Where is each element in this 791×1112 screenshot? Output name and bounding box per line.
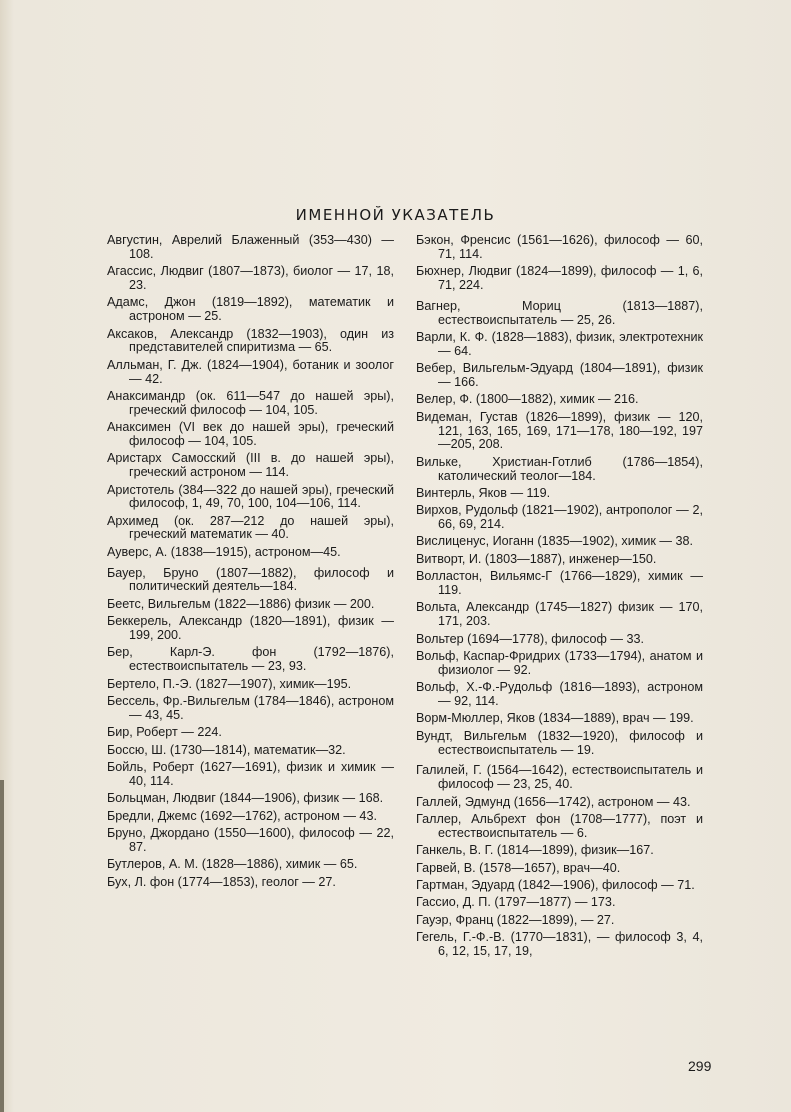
index-entry: Алльман, Г. Дж. (1824—1904), ботаник и зоолог — 42. xyxy=(107,357,394,386)
index-entry: Бух, Л. фон (1774—1853), геолог — 27. xyxy=(107,874,336,889)
index-entry: Агассис, Людвиг (1807—1873), биолог — 17, 18, 23. xyxy=(107,264,394,292)
index-entry: Вагнер, Мориц (1813—1887), естествоиспытатель — 25, 26. xyxy=(416,298,703,327)
index-entry: Августин, Аврелий Блаженный (353—430) — 108. xyxy=(107,233,394,261)
index-entry: Аксаков, Александр (1832—1903), один из представителей спиритизма — 65. xyxy=(107,326,394,355)
index-entry: Гассио, Д. П. (1797—1877) — 173. xyxy=(416,895,616,910)
index-entry: Вольта, Александр (1745—1827) физик — 170, 171, 203. xyxy=(416,600,703,629)
index-entry: Гегель, Г.-Ф.-В. (1770—1831), — философ 3, 4, 6, 12, 15, 17, 19, xyxy=(416,930,703,958)
index-entry: Витворт, И. (1803—1887), инженер—150. xyxy=(416,551,657,566)
index-entry: Больцман, Людвиг (1844—1906), физик — 168. xyxy=(107,791,384,806)
index-entry: Гарвей, В. (1578—1657), врач—40. xyxy=(416,860,621,875)
index-entry: Галлер, Альбрехт фон (1708—1777), поэт и естествоиспытатель — 6. xyxy=(416,811,703,840)
index-entry: Вильке, Христиан-Готлиб (1786—1854), католический теолог—184. xyxy=(416,454,703,483)
index-entry: Боссю, Ш. (1730—1814), математик—32. xyxy=(107,742,346,757)
index-entry: Аристарх Самосский (III в. до нашей эры), греческий астроном — 114. xyxy=(107,451,394,480)
index-entry: Анаксимен (VI век до нашей эры), греческий философ — 104, 105. xyxy=(107,420,394,448)
index-entry: Вирхов, Рудольф (1821—1902), антрополог — 2, 66, 69, 214. xyxy=(416,503,703,532)
index-entry: Вислиценус, Иоганн (1835—1902), химик — 38. xyxy=(416,534,694,549)
index-entry: Вольф, Х.-Ф.-Рудольф (1816—1893), астроном — 92, 114. xyxy=(416,680,703,709)
index-entry: Вебер, Вильгельм-Эдуард (1804—1891), физик — 166. xyxy=(416,361,703,389)
index-entry: Адамс, Джон (1819—1892), математик и астроном — 25. xyxy=(107,295,394,324)
index-entry: Ворм-Мюллер, Яков (1834—1889), врач — 199. xyxy=(416,711,694,726)
index-entry: Видеман, Густав (1826—1899), физик — 120, 121, 163, 165, 169, 171—178, 180—192, 197—205, 208. xyxy=(416,409,703,452)
page-edge xyxy=(0,780,4,1112)
index-entry: Бир, Роберт — 224. xyxy=(107,725,222,740)
index-entry: Беккерель, Александр (1820—1891), физик — 199, 200. xyxy=(107,614,394,643)
index-entry: Бертело, П.-Э. (1827—1907), химик—195. xyxy=(107,676,352,691)
index-entry: Бруно, Джордано (1550—1600), философ — 22, 87. xyxy=(107,825,394,854)
index-entry: Бессель, Фр.-Вильгельм (1784—1846), астроном — 43, 45. xyxy=(107,694,394,722)
index-entry: Винтерль, Яков — 119. xyxy=(416,485,551,500)
index-entry: Варли, К. Ф. (1828—1883), физик, электротехник — 64. xyxy=(416,329,703,358)
index-entry: Гартман, Эдуард (1842—1906), философ — 71. xyxy=(416,877,695,892)
index-entry: Гауэр, Франц (1822—1899), — 27. xyxy=(416,912,615,927)
index-entry: Бауер, Бруно (1807—1882), философ и политический деятель—184. xyxy=(107,565,394,594)
index-entry: Велер, Ф. (1800—1882), химик — 216. xyxy=(416,392,639,407)
index-entry: Галилей, Г. (1564—1642), естествоиспытатель и философ — 23, 25, 40. xyxy=(416,763,703,792)
index-entry: Вольф, Каспар-Фридрих (1733—1794), анатом и физиолог — 92. xyxy=(416,649,703,677)
index-entry: Бэкон, Френсис (1561—1626), философ — 60, 71, 114. xyxy=(416,233,703,261)
index-entry: Вольтер (1694—1778), философ — 33. xyxy=(416,631,644,646)
index-entry: Бойль, Роберт (1627—1691), физик и химик — 40, 114. xyxy=(107,759,394,788)
page-number: 299 xyxy=(688,1058,712,1074)
index-entry: Беетс, Вильгельм (1822—1886) физик — 200. xyxy=(107,596,375,611)
index-entry: Ауверс, А. (1838—1915), астроном—45. xyxy=(107,544,341,559)
index-entry: Архимед (ок. 287—212 до нашей эры), греческий математик — 40. xyxy=(107,513,394,542)
right-column xyxy=(416,234,703,962)
index-entry: Анаксимандр (ок. 611—547 до нашей эры), греческий философ — 104, 105. xyxy=(107,388,394,417)
index-entry: Вундт, Вильгельм (1832—1920), философ и естествоиспытатель — 19. xyxy=(416,728,703,757)
index-entry: Ганкель, В. Г. (1814—1899), физик—167. xyxy=(416,843,654,858)
index-entry: Бюхнер, Людвиг (1824—1899), философ — 1, 6, 71, 224. xyxy=(416,264,703,292)
index-entry: Аристотель (384—322 до нашей эры), греческий философ, 1, 49, 70, 100, 104—106, 114. xyxy=(107,482,394,511)
index-entry: Бутлеров, А. М. (1828—1886), химик — 65. xyxy=(107,857,358,872)
index-entry: Бер, Карл-Э. фон (1792—1876), естествоиспытатель — 23, 93. xyxy=(107,645,394,674)
index-entry: Бредли, Джемс (1692—1762), астроном — 43. xyxy=(107,808,377,823)
index-entry: Волластон, Вильямс-Г (1766—1829), химик — 119. xyxy=(416,569,703,598)
left-column xyxy=(107,234,394,893)
index-title: ИМЕННОЙ УКАЗАТЕЛЬ xyxy=(295,206,496,224)
index-entry: Галлей, Эдмунд (1656—1742), астроном — 43. xyxy=(416,794,691,809)
